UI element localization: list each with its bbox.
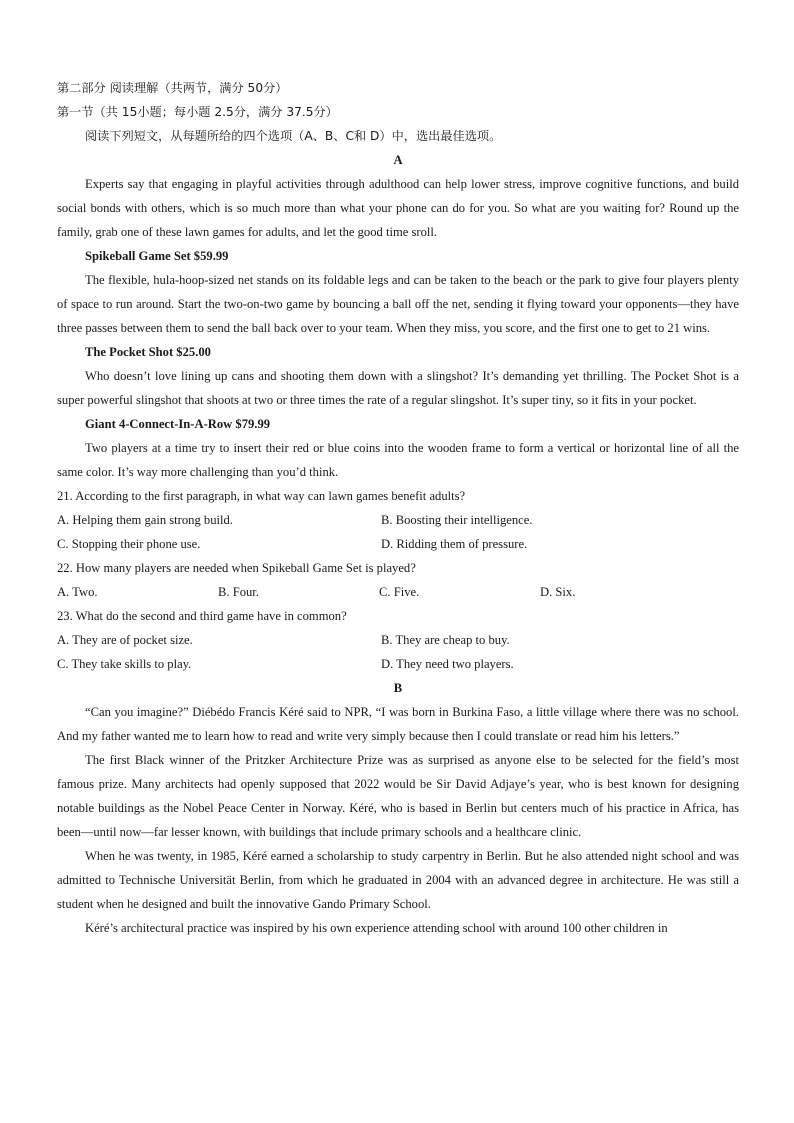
game-body-connect: Two players at a time try to insert their red or blue coins into the wooden frame to form a vertical or horizontal line of all the same color. It’s way more challenging than you’d think. (57, 441, 739, 479)
question-22-stem: 22. How many players are needed when Spikeball Game Set is played? (57, 561, 416, 575)
question-23-options (57, 628, 739, 652)
question-22-option-c: C. Five. (379, 585, 420, 599)
question-23-stem: 23. What do the second and third game have in common? (57, 609, 347, 623)
game-body-spikeball: The flexible, hula-hoop-sized net stands on its foldable legs and can be taken to the beach or the park to give four players plenty of space to run around. Start the two-on-two game by bouncing a ball off the net, sending it flying toward your opponents—they have three passes between them to send the ball back over to your team. When they miss, you score, and the first one to get to 21 wins. (57, 273, 739, 335)
passage-a-intro: Experts say that engaging in playful activities through adulthood can help lower stress, improve cognitive functions, and build social bonds with others, which is so much more than what your phone can do for you. So what are you waiting for? Round up the family, grab one of these lawn games for adults, and let the good time sroll. (57, 177, 739, 239)
question-22-option-d: D. Six. (540, 585, 576, 599)
passage-a-label: A (393, 153, 403, 167)
question-21-options (57, 508, 739, 532)
question-23-options-2 (57, 652, 739, 676)
passage-b-paragraph: When he was twenty, in 1985, Kéré earned a scholarship to study carpentry in Berlin. But he also attended night school and was admitted to Technische Universität Berlin, from which he graduated in 2004 with an advanced degree in architecture. He was still a student when he designed and built the innovative Gando Primary School. (57, 849, 739, 911)
passage-b-paragraph: The first Black winner of the Pritzker Architecture Prize was as surprised as anyone else to be selected for the field’s most famous prize. Many architects had openly supposed that 2022 would be Sir David Adjaye’s year, who is best known for designing notable buildings as the Nobel Peace Center in Norway. Kéré, who is based in Berlin but centers much of his practice in Africa, has been—until now—far lesser known, with buildings that include primary schools and a healthcare clinic. (57, 753, 739, 839)
question-21-options-2 (57, 532, 739, 556)
question-22-option-b: B. Four. (218, 585, 259, 599)
question-21-option-c: C. Stopping their phone use. (57, 537, 201, 551)
question-23-option-b: B. They are cheap to buy. (381, 633, 510, 647)
question-21-option-d: D. Ridding them of pressure. (381, 537, 528, 551)
question-23-option-c: C. They take skills to play. (57, 657, 192, 671)
passage-b-paragraph: Kéré’s architectural practice was inspired by his own experience attending school with around 100 other children in (85, 921, 668, 935)
question-23-option-d: D. They need two players. (381, 657, 514, 671)
exam-page (57, 76, 739, 940)
game-title-connect: Giant 4-Connect-In-A-Row $79.99 (85, 417, 271, 431)
question-22-option-a: A. Two. (57, 585, 98, 599)
game-title-spikeball: Spikeball Game Set $59.99 (85, 249, 229, 263)
question-21-option-b: B. Boosting their intelligence. (381, 513, 533, 527)
question-23-option-a: A. They are of pocket size. (57, 633, 193, 647)
section-heading: 第一节（共 15小题；每小题 2.5分，满分 37.5分） (57, 105, 338, 119)
game-body-pocket-shot: Who doesn’t love lining up cans and shooting them down with a slingshot? It’s demanding yet thrilling. The Pocket Shot is a super powerful slingshot that shoots at two or three times the rate of a regular slingshot. It’s super tiny, so it fits in your pocket. (57, 369, 739, 407)
part-heading: 第二部分 阅读理解（共两节，满分 50分） (57, 81, 288, 95)
passage-b-paragraph: “Can you imagine?” Diébédo Francis Kéré said to NPR, “I was born in Burkina Faso, a little village where there was no school. And my father wanted me to learn how to read and write very simply because then I could translate or read him his letters.” (57, 705, 739, 743)
question-21-option-a: A. Helping them gain strong build. (57, 513, 233, 527)
instruction-text: 阅读下列短文，从每题所给的四个选项（A、B、C和 D）中，选出最佳选项。 (85, 129, 502, 143)
question-22-options (57, 580, 739, 604)
question-21-stem: 21. According to the first paragraph, in what way can lawn games benefit adults? (57, 489, 466, 503)
passage-b-label: B (393, 681, 403, 695)
game-title-pocket-shot: The Pocket Shot $25.00 (85, 345, 211, 359)
